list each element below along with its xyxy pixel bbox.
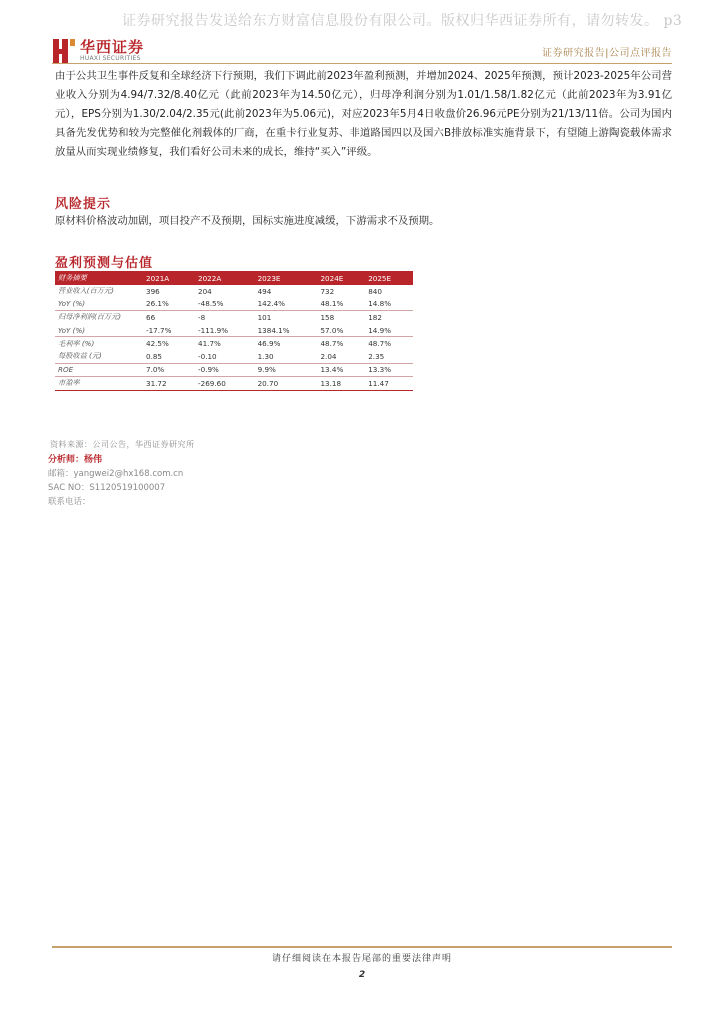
table-cell: 48.1% (317, 298, 365, 311)
table-cell: 396 (146, 286, 160, 296)
table-cell: 48.7% (320, 339, 344, 349)
table-row (55, 377, 413, 391)
table-cell: 9.9% (255, 363, 318, 377)
table-cell: 57.0% (317, 324, 365, 337)
analyst-email: 邮箱：yangwei2@hx168.com.cn (48, 469, 184, 479)
table-cell: 13.18 (317, 377, 365, 391)
table-row (55, 285, 413, 298)
table-row-label: 市盈率 (55, 377, 143, 391)
table-cell: 101 (257, 312, 272, 322)
company-logo (52, 36, 162, 66)
table-row (55, 324, 413, 337)
huaxi-logo-icon (52, 38, 76, 64)
table-cell: 11.47 (365, 377, 413, 391)
table-header-cell: 财务摘要 (55, 271, 143, 285)
table-cell: 732 (320, 286, 335, 296)
table-row-label: 归母净利润(百万元) (58, 312, 122, 322)
forecast-paragraph: 由于公共卫生事件反复和全球经济下行预期，我们下调此前2023年盈利预测，并增加2024、2025年预测，预计2023-2025年公司营业收入分别为4.94/7.32/8.40亿元（此前2023年为14.50亿元），归母净利润分别为1.01/1.58/1.82亿元（此前2023年为3.91亿元），EPS分别为1.30/2.04/2.35元(此前2023年为5.06元)，对应2023年5月4日收盘价26.96元PE分别为21/13/11倍。公司为国内具备先发优势和较为完整催化剂载体的厂商，在重卡行业复苏、非道路国四以及国六B排放标准实施背景下，有望随上游陶瓷载体需求放量从而实现业绩修复，我们看好公司未来的成长，维持“买入”评级。 (55, 70, 672, 158)
table-cell: 13.3% (365, 363, 413, 377)
table-header-cell: 2022A (195, 271, 255, 285)
table-row (55, 298, 413, 311)
table-cell: 7.0% (143, 363, 195, 377)
table-cell: 14.9% (365, 324, 413, 337)
report-type: 证券研究报告|公司点评报告 (542, 48, 672, 59)
table-cell: 20.70 (255, 377, 318, 391)
logo-name: 华西证券 (80, 38, 145, 56)
table-cell: 204 (198, 286, 212, 296)
table-header-cell: 2024E (317, 271, 365, 285)
table-cell: 41.7% (198, 339, 221, 349)
table-cell: 42.5% (146, 339, 169, 349)
risk-title: 风险提示 (55, 197, 112, 212)
table-source: 资料来源：公司公告，华西证券研究所 (50, 440, 195, 449)
watermark: 证券研究报告发送给东方财富信息股份有限公司。版权归华西证券所有，请勿转发。 p3 (122, 13, 683, 29)
table-cell: -111.9% (195, 324, 255, 337)
analyst-sac: SAC NO：S1120519100007 (48, 483, 166, 493)
table-cell: 66 (146, 312, 156, 322)
table-cell: 31.72 (143, 377, 195, 391)
table-row-label: 毛利率 (%) (58, 338, 95, 348)
table-row (55, 337, 413, 350)
table-cell: 494 (257, 286, 272, 296)
page-number: 2 (358, 970, 366, 980)
table-cell: -48.5% (195, 298, 255, 311)
table-header-row (55, 271, 413, 285)
table-cell: -17.7% (143, 324, 195, 337)
table-cell: 14.8% (365, 298, 413, 311)
table-cell: 13.4% (317, 363, 365, 377)
table-cell: 1384.1% (255, 324, 318, 337)
table-cell: 158 (320, 312, 335, 322)
analyst-phone: 联系电话： (48, 497, 91, 507)
table-cell: 1.30 (255, 350, 318, 363)
table-row (55, 311, 413, 324)
risk-text: 原材料价格波动加剧，项目投产不及预期，国标实施进度减缓，下游需求不及预期。 (55, 215, 440, 227)
footer-divider (52, 946, 672, 948)
table-row-label: ROE (55, 363, 143, 377)
table-cell: 48.7% (368, 339, 392, 349)
table-row (55, 350, 413, 363)
table-header-cell: 2023E (255, 271, 318, 285)
legal-notice: 请仔细阅读在本报告尾部的重要法律声明 (271, 954, 452, 964)
forecast-title: 盈利预测与估值 (55, 256, 154, 271)
table-cell: -269.60 (195, 377, 255, 391)
table-cell: 2.04 (317, 350, 365, 363)
logo-subtitle: HUAXI SECURITIES (80, 55, 141, 62)
table-cell: -8 (198, 312, 206, 322)
table-cell: -0.10 (195, 350, 255, 363)
table-cell: -0.9% (195, 363, 255, 377)
table-header-cell: 2025E (365, 271, 413, 285)
table-header-cell: 2021A (143, 271, 195, 285)
table-cell: 46.9% (257, 339, 281, 349)
analyst-name: 分析师：杨伟 (48, 455, 103, 465)
table-cell: 2.35 (365, 350, 413, 363)
forecast-table (55, 271, 413, 391)
table-row-label: 每股收益 (元) (55, 350, 143, 363)
table-cell: 142.4% (255, 298, 318, 311)
table-cell: 182 (368, 312, 382, 322)
table-cell: 26.1% (143, 298, 195, 311)
table-row-label: YoY (%) (55, 324, 143, 337)
table-cell: 840 (368, 286, 382, 296)
table-row-label: 营业收入(百万元) (58, 286, 114, 296)
table-row (55, 363, 413, 377)
table-cell: 0.85 (143, 350, 195, 363)
header-divider (52, 63, 672, 64)
table-row-label: YoY (%) (55, 298, 143, 311)
